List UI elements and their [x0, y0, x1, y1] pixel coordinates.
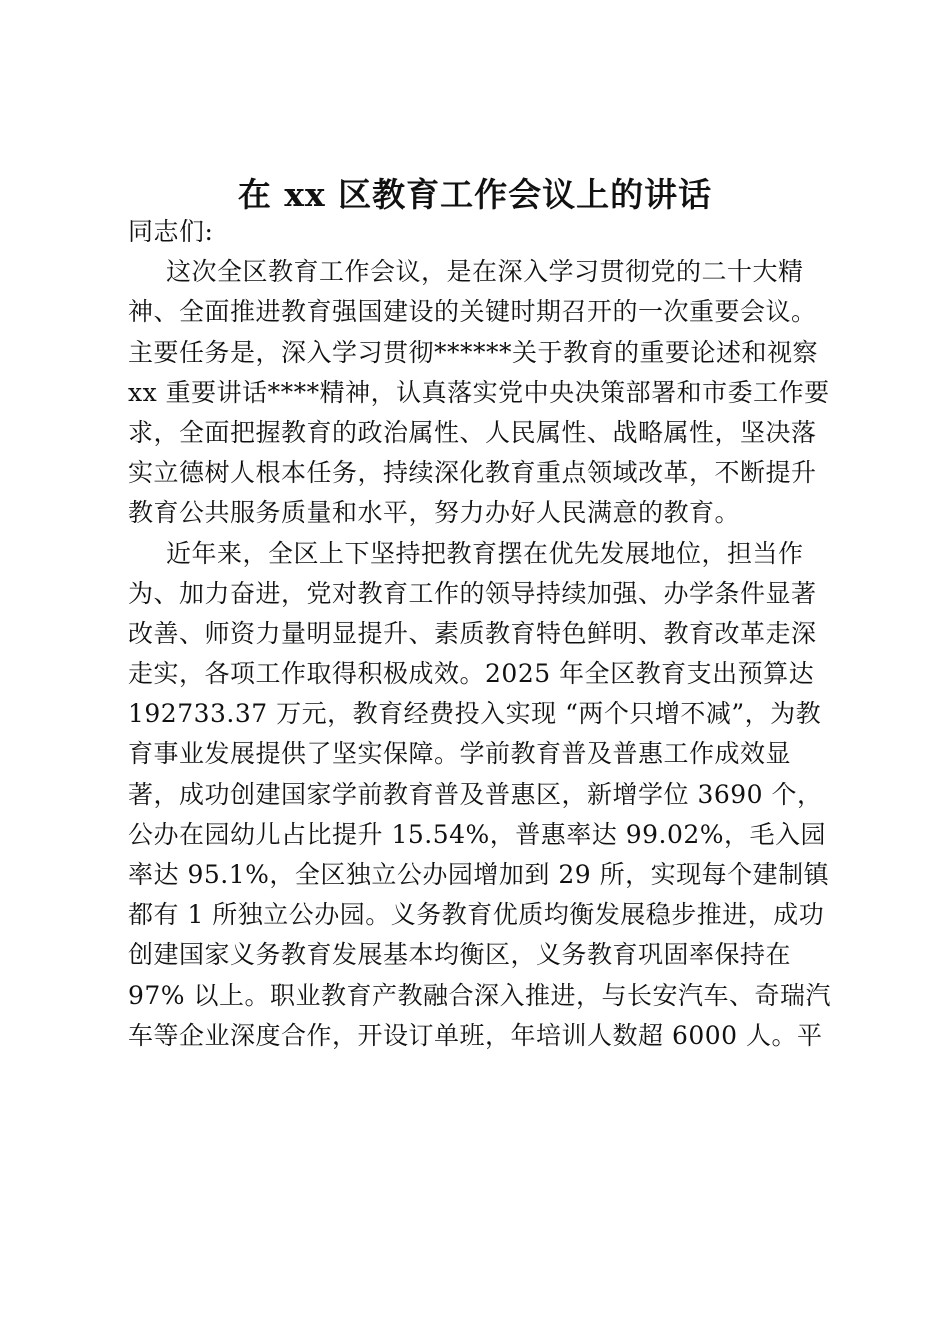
paragraph-line: 97% 以上。职业教育产教融合深入推进，与长安汽车、奇瑞汽 [128, 980, 832, 1010]
salutation: 同志们: [128, 217, 214, 246]
paragraph-line: 著，成功创建国家学前教育普及普惠区，新增学位 3690 个， [128, 779, 823, 809]
paragraph-line: 192733.37 万元，教育经费投入实现 “两个只增不减”，为教 [128, 699, 822, 729]
paragraph-line: 主要任务是，深入学习贯彻******关于教育的重要论述和视察 [128, 337, 819, 367]
paragraph-line: 这次全区教育工作会议，是在深入学习贯彻党的二十大精 [166, 257, 804, 287]
paragraph-line: 求，全面把握教育的政治属性、人民属性、战略属性，坚决落 [128, 417, 817, 447]
document-title: 在 xx 区教育工作会议上的讲话 [237, 175, 713, 214]
paragraph-line: xx 重要讲话****精神，认真落实党中央决策部署和市委工作要 [128, 377, 830, 407]
paragraph-line: 走实，各项工作取得积极成效。2025 年全区教育支出预算达 [128, 659, 815, 689]
paragraph-line: 率达 95.1%，全区独立公办园增加到 29 所，实现每个建制镇 [128, 860, 830, 889]
paragraph-line: 实立德树人根本任务，持续深化教育重点领域改革，不断提升 [128, 458, 817, 488]
paragraph-1 [128, 252, 832, 533]
paragraph-line: 改善、师资力量明显提升、素质教育特色鲜明、教育改革走深 [128, 618, 817, 648]
paragraph-line: 车等企业深度合作，开设订单班，年培训人数超 6000 人。平 [128, 1020, 823, 1050]
paragraph-line: 近年来，全区上下坚持把教育摆在优先发展地位，担当作 [166, 538, 804, 568]
paragraph-line: 教育公共服务质量和水平，努力办好人民满意的教育。 [128, 498, 741, 528]
paragraph-line: 为、加力奋进，党对教育工作的领导持续加强、办学条件显著 [128, 578, 817, 608]
paragraph-line: 都有 1 所独立公办园。义务教育优质均衡发展稳步推进，成功 [128, 900, 825, 930]
paragraph-line: 育事业发展提供了坚实保障。学前教育普及普惠工作成效显 [128, 739, 792, 769]
paragraph-line: 神、全面推进教育强国建设的关键时期召开的一次重要会议。 [128, 297, 817, 327]
paragraph-line: 公办在园幼儿占比提升 15.54%，普惠率达 99.02%，毛入园 [128, 819, 827, 849]
document-body [128, 212, 832, 1056]
paragraph-2 [128, 534, 832, 1056]
paragraph-line: 创建国家义务教育发展基本均衡区，义务教育巩固率保持在 [128, 940, 792, 970]
